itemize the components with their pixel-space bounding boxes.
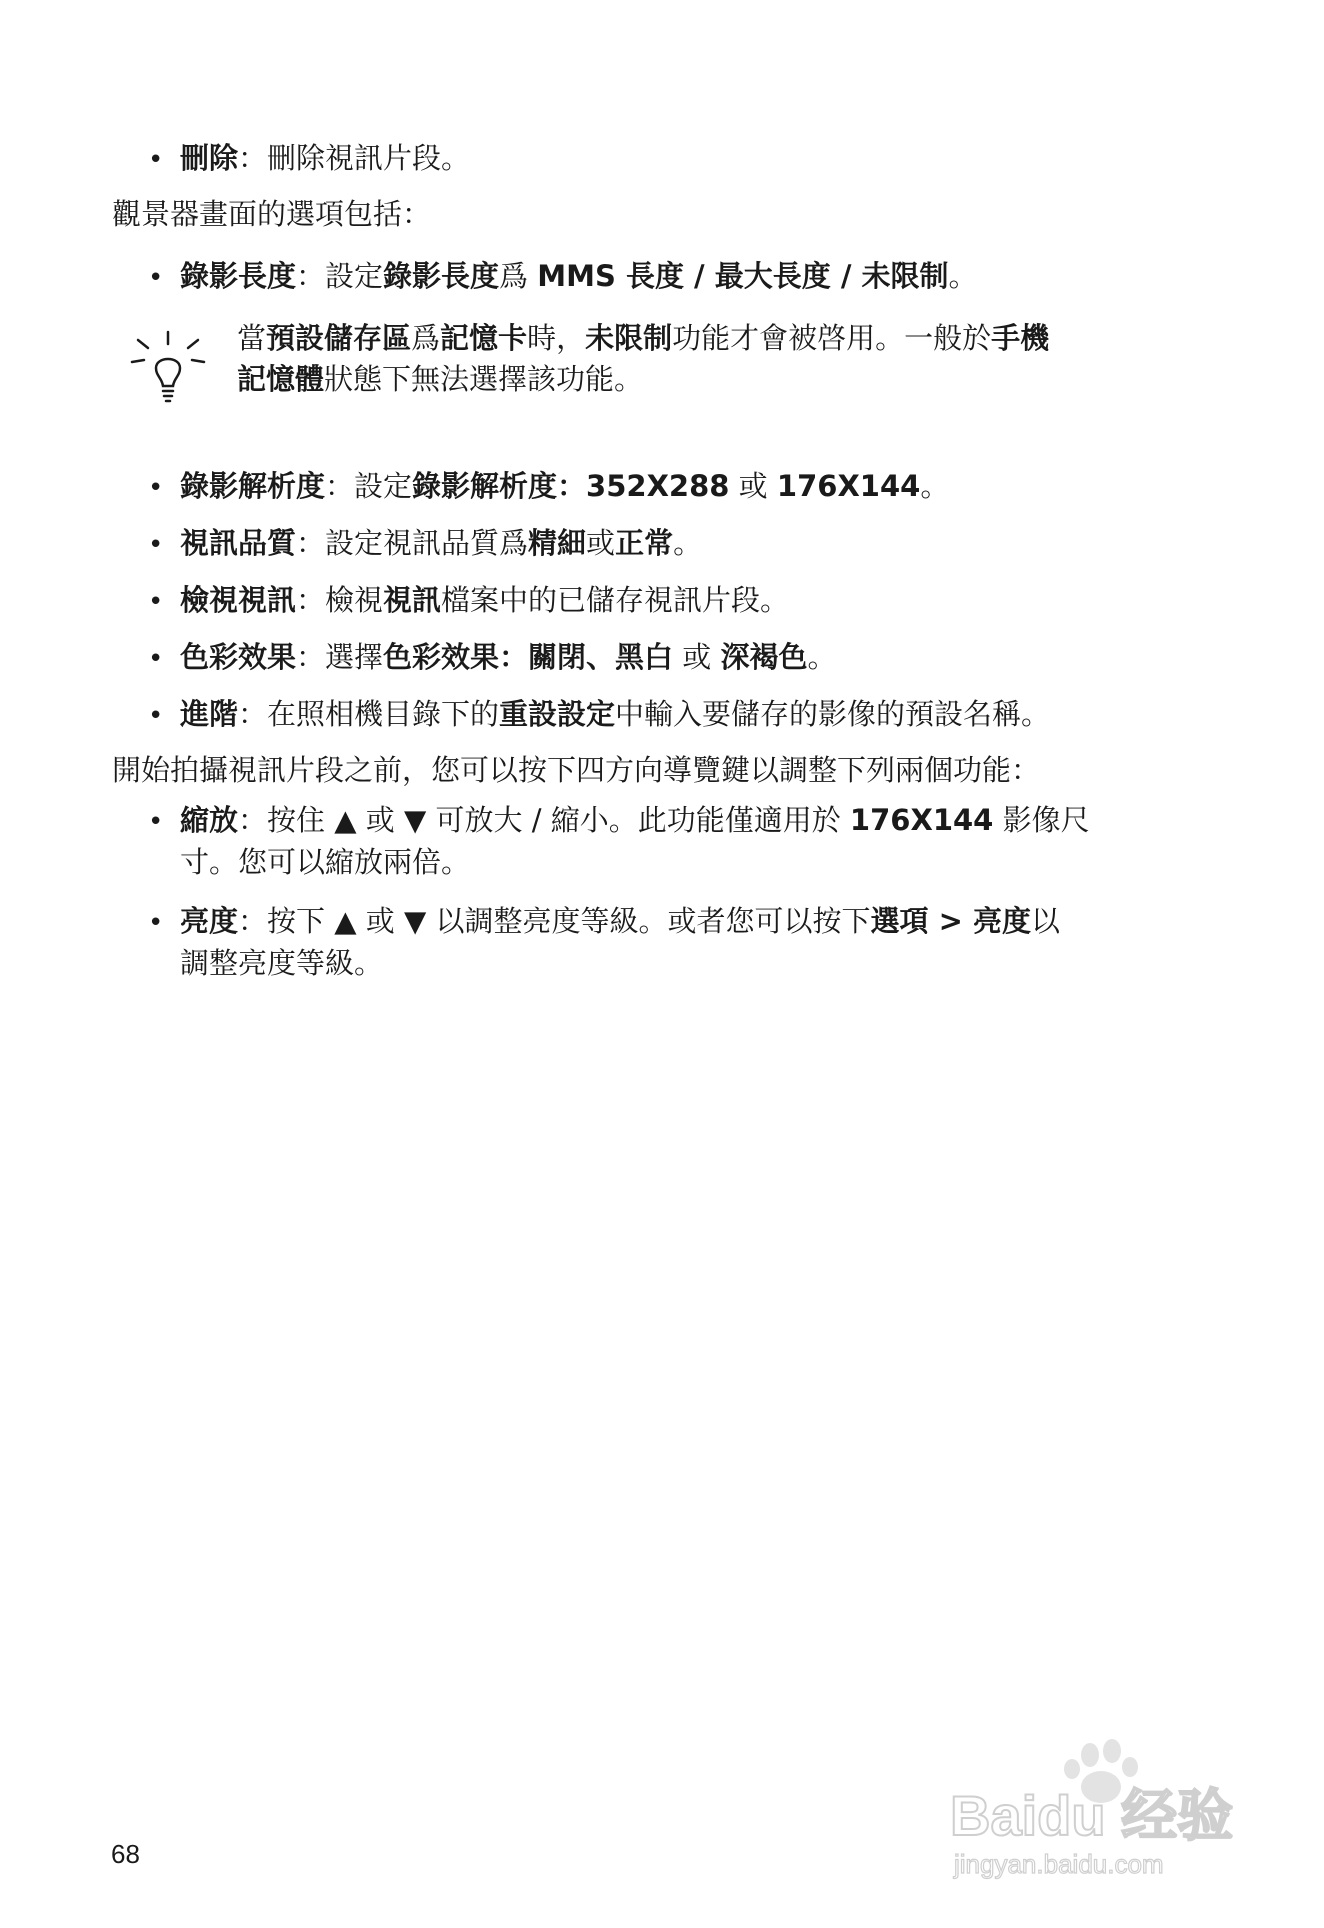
item-zoom-line-2: 寸。您可以縮放兩倍。 bbox=[180, 845, 471, 879]
bullet: • bbox=[148, 644, 164, 674]
baidu-watermark bbox=[940, 1735, 1240, 1885]
svg-text:Baidu 经验: Baidu 经验 bbox=[950, 1784, 1234, 1847]
bullet: • bbox=[148, 701, 164, 731]
baidu-paw-logo-icon bbox=[940, 1735, 1240, 1885]
bullet: • bbox=[148, 263, 164, 293]
item-label: 刪除 bbox=[180, 141, 239, 175]
item-advanced: 進階：在照相機目錄下的重設設定中輸入要儲存的影像的預設名稱。 bbox=[180, 697, 1051, 731]
bullet: • bbox=[148, 530, 164, 560]
item-delete: 刪除：刪除視訊片段。 bbox=[180, 141, 471, 175]
tip-line-1: 當預設儲存區爲記憶卡時，未限制功能才會被啓用。一般於手機 bbox=[237, 321, 1050, 355]
item-quality: 視訊品質：設定視訊品質爲精細或正常。 bbox=[180, 526, 703, 560]
item-view-video: 檢視視訊：檢視視訊檔案中的已儲存視訊片段。 bbox=[180, 583, 790, 617]
item-resolution: 錄影解析度：設定錄影解析度：352X288 或 176X144。 bbox=[180, 469, 950, 503]
item-color-effect: 色彩效果：選擇色彩效果：關閉、黑白 或 深褐色。 bbox=[180, 640, 837, 674]
tip-line-2: 記憶體狀態下無法選擇該功能。 bbox=[237, 362, 644, 396]
item-zoom: 縮放：按住 ▲ 或 ▼ 可放大 / 縮小。此功能僅適用於 176X144 影像尺 bbox=[180, 803, 1090, 837]
bullet: • bbox=[148, 807, 164, 837]
page-number: 68 bbox=[111, 1839, 140, 1869]
lightbulb-icon bbox=[130, 330, 206, 406]
bullet: • bbox=[148, 473, 164, 503]
viewfinder-intro: 觀景器畫面的選項包括： bbox=[112, 197, 432, 231]
item-brightness: 亮度：按下 ▲ 或 ▼ 以調整亮度等級。或者您可以按下選項 > 亮度以 bbox=[180, 904, 1061, 938]
bullet: • bbox=[148, 145, 164, 175]
item-brightness-line-2: 調整亮度等級。 bbox=[180, 946, 384, 980]
item-record-length: 錄影長度：設定錄影長度爲 MMS 長度 / 最大長度 / 未限制。 bbox=[180, 259, 978, 293]
bullet: • bbox=[148, 908, 164, 938]
svg-text:jingyan.baidu.com: jingyan.baidu.com bbox=[954, 1849, 1164, 1879]
bullet: • bbox=[148, 587, 164, 617]
nav-intro: 開始拍攝視訊片段之前，您可以按下四方向導覽鍵以調整下列兩個功能： bbox=[112, 753, 1041, 787]
